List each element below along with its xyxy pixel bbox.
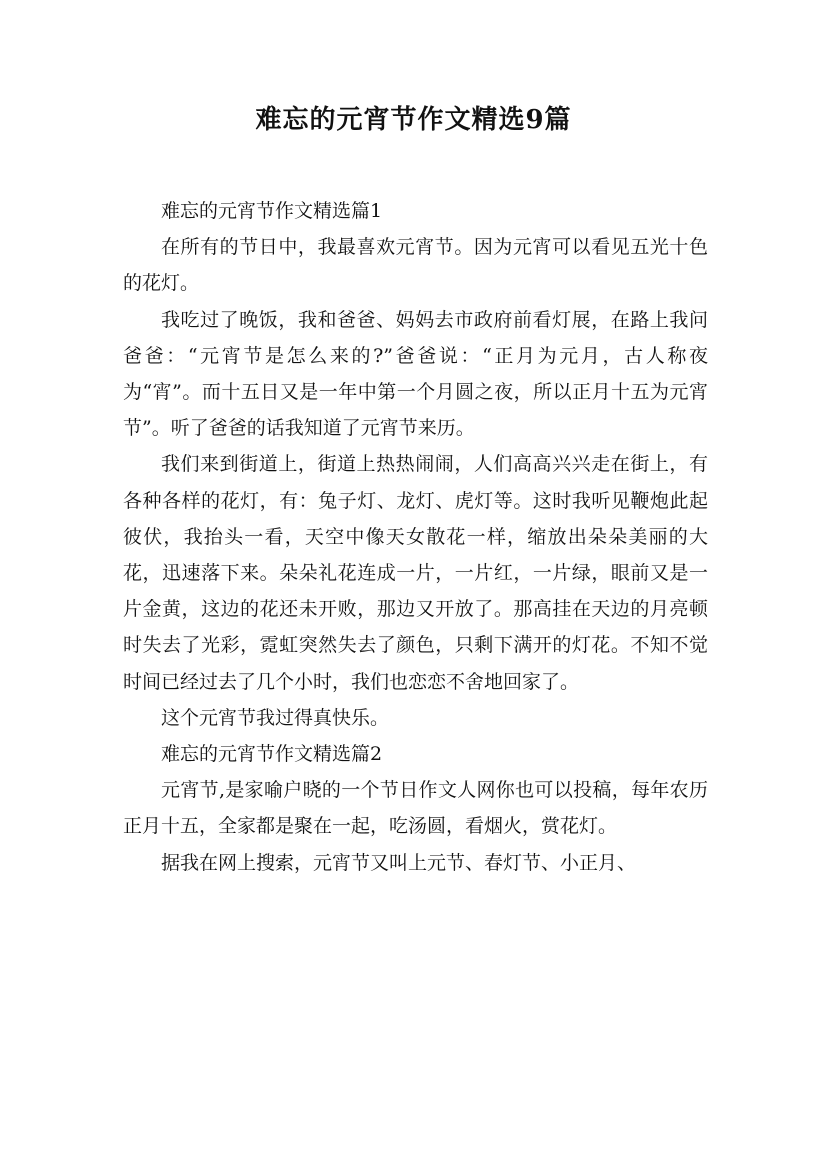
section-heading-2: 难忘的元宵节作文精选篇2 bbox=[161, 743, 383, 766]
paragraph: 我吃过了晚饭，我和爸爸、妈妈去市政府前看灯展，在路上我问爸爸：“元宵节是怎么来的?”爸爸说：“正月为元月，古人称夜为“宵”。而十五日又是一年中第一个月圆之夜，所以正月十五为元宵节”。听了爸爸的话我知道了元宵节来历。 bbox=[123, 308, 708, 440]
paragraph: 这个元宵节我过得真快乐。 bbox=[161, 706, 390, 729]
document-title: 难忘的元宵节作文精选9篇 bbox=[255, 105, 572, 135]
paragraph: 据我在网上搜索，元宵节又叫上元节、春灯节、小正月、 bbox=[161, 851, 637, 874]
section-heading-1: 难忘的元宵节作文精选篇1 bbox=[161, 200, 383, 222]
paragraph: 元宵节,是家喻户晓的一个节日作文人网你也可以投稿，每年农历正月十五，全家都是聚在一起，吃汤圆，看烟火，赏花灯。 bbox=[123, 779, 708, 838]
document-body bbox=[123, 193, 708, 881]
paragraph: 我们来到街道上，街道上热热闹闹，人们高高兴兴走在街上，有各种各样的花灯，有：兔子灯、龙灯、虎灯等。这时我听见鞭炮此起彼伏，我抬头一看，天空中像天女散花一样，缩放出朵朵美丽的大花，迅速落下来。朵朵礼花连成一片，一片红，一片绿，眼前又是一片金黄，这边的花还未开败，那边又开放了。那高挂在天边的月亮顿时失去了光彩，霓虹突然失去了颜色，只剩下满开的灯花。不知不觉时间已经过去了几个小时，我们也恋恋不舍地回家了。 bbox=[123, 453, 708, 693]
paragraph: 在所有的节日中，我最喜欢元宵节。因为元宵可以看见五光十色的花灯。 bbox=[123, 236, 708, 295]
